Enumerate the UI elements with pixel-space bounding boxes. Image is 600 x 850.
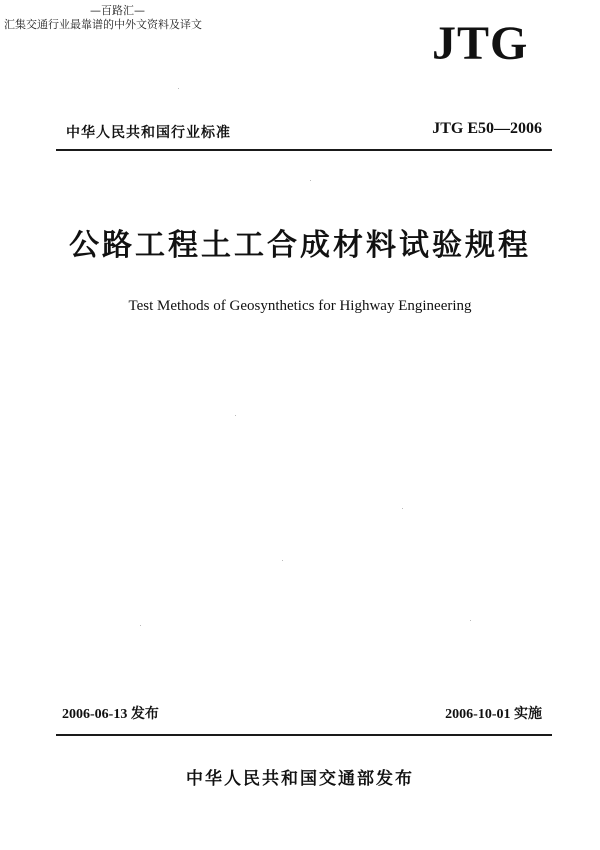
scan-speck bbox=[235, 415, 236, 416]
document-title-english: Test Methods of Geosynthetics for Highway Engineering bbox=[128, 298, 472, 314]
watermark-subtitle: 汇集交通行业最靠谱的中外文资料及译文 bbox=[4, 18, 202, 31]
top-divider bbox=[56, 149, 552, 151]
document-title-chinese: 公路工程土工合成材料试验规程 bbox=[69, 228, 531, 263]
jtg-logo: JTG bbox=[432, 17, 529, 70]
issue-date: 2006-06-13 发布 bbox=[62, 707, 159, 722]
scan-speck bbox=[470, 620, 471, 621]
effective-date: 2006-10-01 实施 bbox=[445, 707, 542, 722]
standard-number: JTG E50—2006 bbox=[432, 120, 542, 137]
scan-speck bbox=[282, 560, 283, 561]
scan-speck bbox=[310, 180, 311, 181]
bottom-divider bbox=[56, 734, 552, 736]
standard-category: 中华人民共和国行业标准 bbox=[66, 125, 231, 141]
scan-speck bbox=[178, 88, 179, 89]
scan-speck bbox=[402, 508, 403, 509]
watermark-title: —百路汇— bbox=[90, 4, 145, 17]
issuing-authority: 中华人民共和国交通部发布 bbox=[186, 769, 414, 789]
scan-speck bbox=[140, 625, 141, 626]
